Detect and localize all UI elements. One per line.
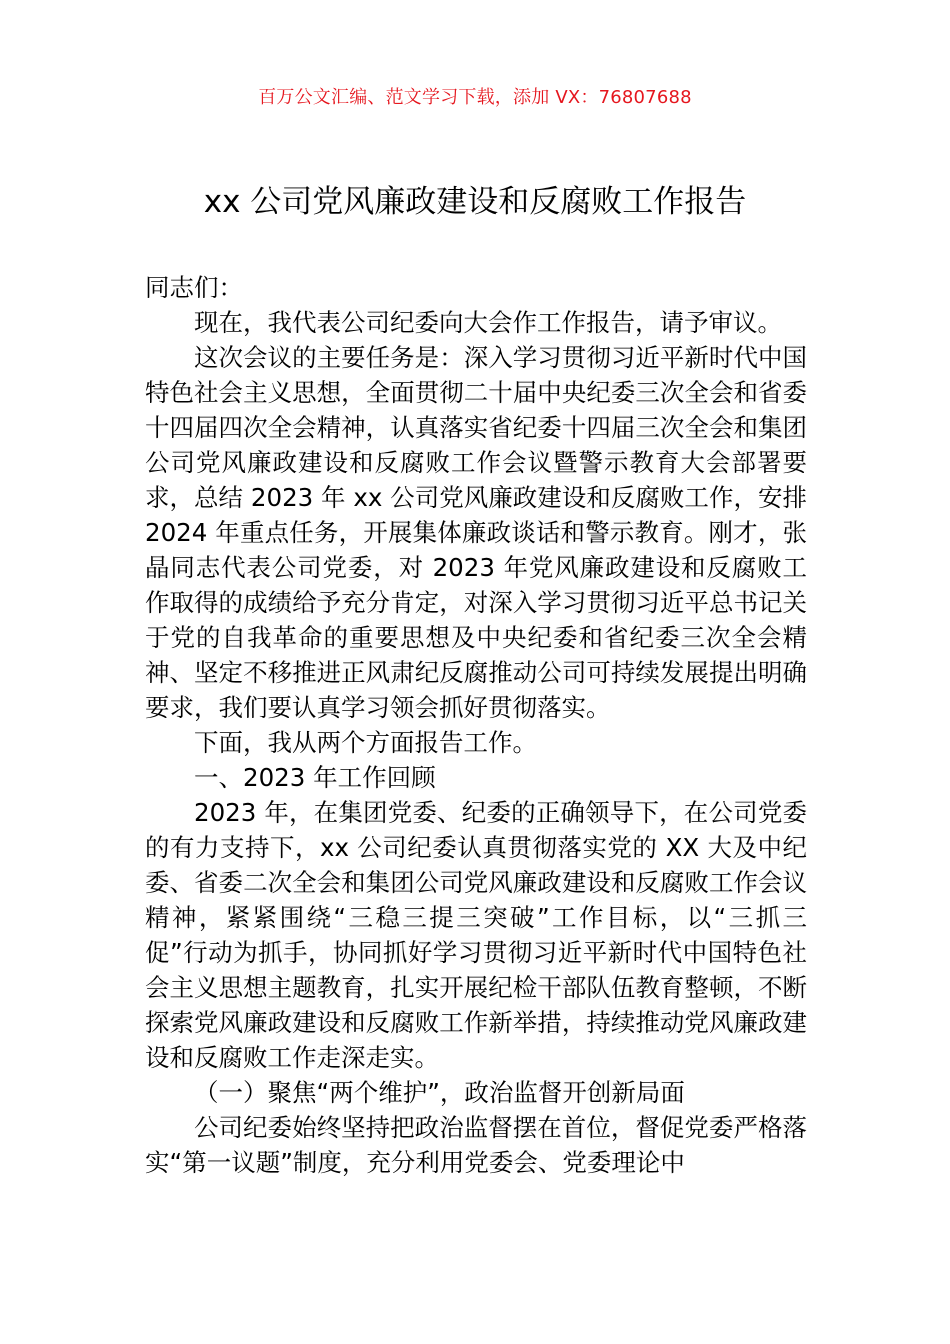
section-heading-1: 一、2023 年工作回顾 [194, 763, 436, 792]
paragraph-2023-review: 2023 年，在集团党委、纪委的正确领导下，在公司党委的有力支持下，xx 公司纪委认真贯彻落实党的 XX 大及中纪委、省委二次全会和集团公司党风廉政建设和反腐败工作会议精神，紧紧围绕“三稳三提三突破”工作目标，以“三抓三促”行动为抓手，协同抓好学习贯彻习近平新时代中国特色社会主义思想主题教育，扎实开展纪检干部队伍教育整顿，不断探索党风廉政建设和反腐败工作新举措，持续推动党风廉政建设和反腐败工作走深走实。 [145, 798, 807, 1072]
salutation: 同志们： [145, 273, 243, 302]
document-title: xx 公司党风廉政建设和反腐败工作报告 [203, 184, 747, 220]
watermark-header-note: 百万公文汇编、范文学习下载，添加 VX：76807688 [258, 87, 692, 108]
paragraph-meeting-tasks: 这次会议的主要任务是：深入学习贯彻习近平新时代中国特色社会主义思想，全面贯彻二十届中央纪委三次全会和省委十四届四次全会精神，认真落实省纪委十四届三次全会和集团公司党风廉政建设和反腐败工作会议暨警示教育大会部署要求，总结 2023 年 xx 公司党风廉政建设和反腐败工作，安排 2024 年重点任务，开展集体廉政谈话和警示教育。刚才，张晶同志代表公司党委，对 2023 年党风廉政建设和反腐败工作取得的成绩给予充分肯定，对深入学习贯彻习近平总书记关于党的自我革命的重要思想及中央纪委和省纪委三次全会精神、坚定不移推进正风肃纪反腐推动公司可持续发展提出明确要求，我们要认真学习领会抓好贯彻落实。 [145, 343, 807, 722]
subsection-heading-1: （一）聚焦“两个维护”，政治监督开创新局面 [194, 1078, 685, 1107]
paragraph-intro: 现在，我代表公司纪委向大会作工作报告，请予审议。 [194, 308, 782, 337]
document-body [145, 270, 807, 1180]
paragraph-outline: 下面，我从两个方面报告工作。 [194, 728, 537, 757]
paragraph-political-supervision: 公司纪委始终坚持把政治监督摆在首位，督促党委严格落实“第一议题”制度，充分利用党委会、党委理论中 [145, 1113, 807, 1177]
